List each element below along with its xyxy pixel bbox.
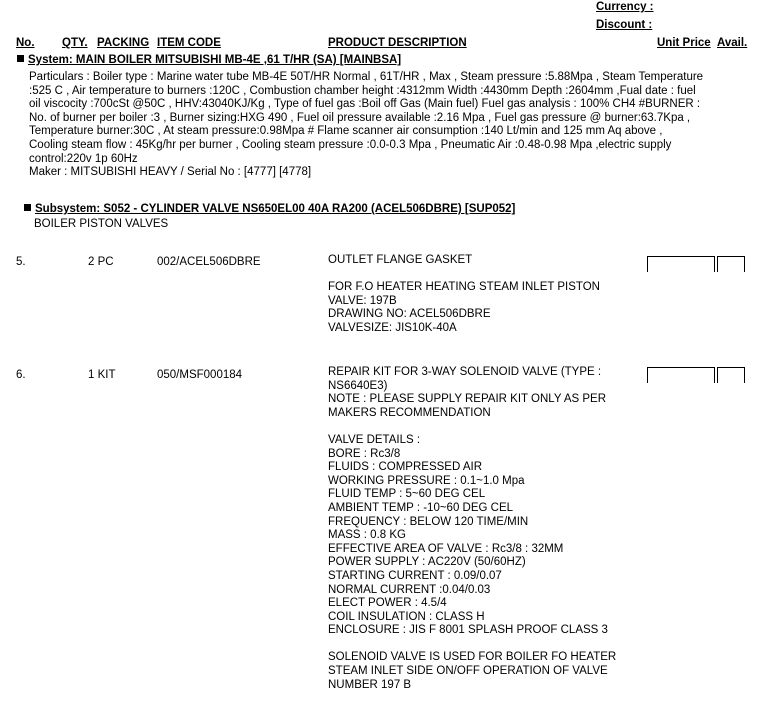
- description-line: EFFECTIVE AREA OF VALVE : Rc3/8 : 32MM: [328, 542, 564, 555]
- description-line: ELECT POWER : 4.5/4: [328, 597, 447, 610]
- item-description: [328, 366, 616, 692]
- description-line: FOR F.O HEATER HEATING STEAM INLET PISTON: [328, 281, 600, 294]
- particulars-line: :525 C , Air temperature to burners :120C , Combustion chamber height :4312mm Width :4430mm Depth :2604mm ,Fual date : fuel: [29, 84, 696, 97]
- discount-label: Discount :: [596, 19, 653, 31]
- item-no: 6.: [16, 369, 26, 381]
- system-title: [17, 54, 401, 66]
- description-line: [328, 420, 616, 434]
- item-qty: 2 PC: [88, 256, 114, 268]
- maker-line: Maker : MITSUBISHI HEAVY / Serial No : [4777] [4778]: [29, 166, 312, 179]
- particulars-line: oil viscocity :700cSt @50C , HHV:43040KJ/Kg , Type of fuel gas :Boil off Gas (Main fuel) Fuel gas analysis : 100% CH4 #BURNER :: [29, 98, 701, 111]
- subsystem-title: [24, 203, 515, 215]
- description-line: STEAM INLET SIDE ON/OFF OPERATION OF VALVE: [328, 665, 608, 678]
- col-product-description: PRODUCT DESCRIPTION: [328, 37, 467, 49]
- system-particulars: [29, 71, 703, 180]
- currency-label: Currency :: [596, 1, 654, 13]
- description-line: DRAWING NO: ACEL506DBRE: [328, 308, 491, 321]
- col-unit-price: Unit Price: [657, 37, 711, 49]
- description-line: POWER SUPPLY : AC220V (50/60HZ): [328, 556, 526, 569]
- particulars-line: No. of burner per boiler :3 , Burner sizing:HXG 490 , Fuel oil pressure available :2.16 Mpa , Fuel gas pressure @ burner:63.7Kpa ,: [29, 111, 691, 124]
- description-line: FREQUENCY : BELOW 120 TIME/MIN: [328, 515, 529, 528]
- description-line: WORKING PRESSURE : 0.1~1.0 Mpa: [328, 474, 525, 487]
- particulars-line: Temperature burner:30C , At steam pressure:0.98Mpa # Flame scanner air consumption :140 Lt/min and 125 mm Aq above ,: [29, 125, 663, 138]
- bullet-icon: [24, 204, 31, 211]
- unit-price-field[interactable]: [647, 256, 715, 272]
- particulars-line: control:220v 1p 60Hz: [29, 152, 138, 165]
- particulars-line: Cooling steam flow : 45Kg/hr per burner , Cooling steam pressure :0.0-0.3 Mpa , Pneumatic Air :0.48-0.98 Mpa ,electric supply: [29, 138, 672, 151]
- description-line: BORE : Rc3/8: [328, 447, 401, 460]
- description-line: VALVE DETAILS :: [328, 433, 421, 446]
- col-item-code: ITEM CODE: [157, 37, 221, 49]
- description-line: MAKERS RECOMMENDATION: [328, 406, 491, 419]
- col-avail: Avail.: [717, 37, 748, 49]
- col-qty: QTY.: [62, 37, 88, 49]
- description-line: REPAIR KIT FOR 3-WAY SOLENOID VALVE (TYPE :: [328, 366, 602, 378]
- item-no: 5.: [16, 256, 26, 268]
- description-line: [328, 268, 600, 282]
- description-line: FLUID TEMP : 5~60 DEG CEL: [328, 488, 486, 501]
- description-line: [328, 638, 616, 652]
- description-line: SOLENOID VALVE IS USED FOR BOILER FO HEATER: [328, 651, 617, 664]
- description-line: OUTLET FLANGE GASKET: [328, 254, 473, 266]
- subsystem-subtitle: BOILER PISTON VALVES: [34, 218, 169, 230]
- description-line: VALVE: 197B: [328, 294, 397, 307]
- item-qty: 1 KIT: [88, 369, 116, 381]
- description-line: ENCLOSURE : JIS F 8001 SPLASH PROOF CLASS 3: [328, 624, 608, 637]
- description-line: COIL INSULATION : CLASS H: [328, 610, 485, 623]
- description-line: VALVESIZE: JIS10K-40A: [328, 321, 457, 334]
- col-no: No.: [16, 37, 35, 49]
- description-line: AMBIENT TEMP : -10~60 DEG CEL: [328, 501, 514, 514]
- avail-field[interactable]: [717, 256, 745, 272]
- system-title-text: System: MAIN BOILER MITSUBISHI MB-4E ,61 T/HR (SA) [MAINBSA]: [28, 54, 402, 66]
- description-line: STARTING CURRENT : 0.09/0.07: [328, 569, 502, 582]
- col-packing: PACKING: [97, 37, 150, 49]
- item-code: 050/MSF000184: [157, 369, 243, 381]
- description-line: NORMAL CURRENT :0.04/0.03: [328, 583, 491, 596]
- description-line: NOTE : PLEASE SUPPLY REPAIR KIT ONLY AS PER: [328, 393, 607, 406]
- unit-price-field[interactable]: [647, 367, 715, 383]
- bullet-icon: [17, 55, 24, 62]
- item-description: [328, 254, 600, 336]
- item-code: 002/ACEL506DBRE: [157, 256, 261, 268]
- subsystem-title-text: Subsystem: S052 - CYLINDER VALVE NS650EL00 40A RA200 (ACEL506DBRE) [SUP052]: [35, 203, 516, 215]
- particulars-line: Particulars : Boiler type : Marine water tube MB-4E 50T/HR Normal , 61T/HR , Max , Steam pressure :5.88Mpa , Steam Temperature: [29, 71, 704, 83]
- description-line: NS6640E3): [328, 379, 388, 392]
- description-line: MASS : 0.8 KG: [328, 529, 406, 542]
- description-line: NUMBER 197 B: [328, 678, 412, 691]
- avail-field[interactable]: [717, 367, 745, 383]
- description-line: FLUIDS : COMPRESSED AIR: [328, 461, 483, 474]
